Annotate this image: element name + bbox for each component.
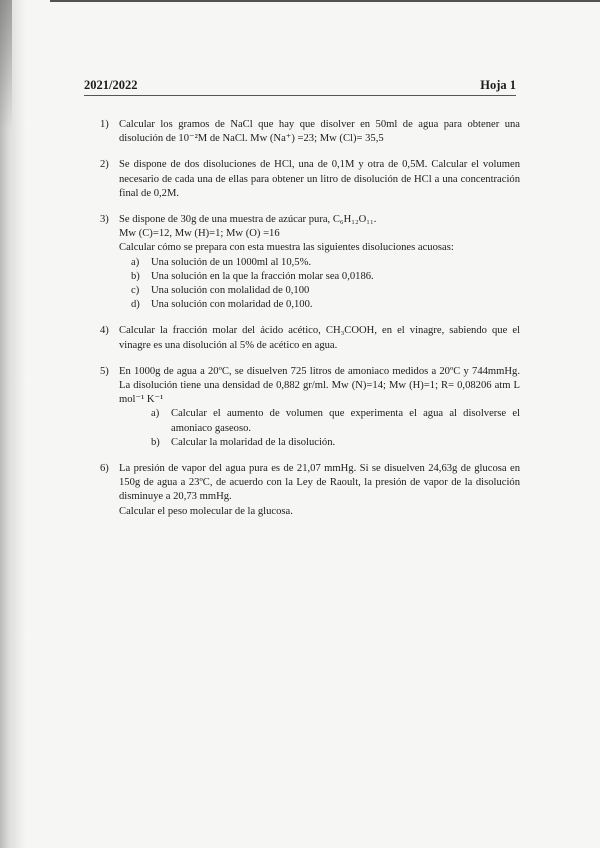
- problem-number: 4): [100, 325, 109, 337]
- sub-item-letter: c): [131, 285, 140, 297]
- sub-item-letter: b): [151, 436, 160, 448]
- scan-corner-shadow: [0, 0, 12, 130]
- header-divider: [84, 95, 516, 96]
- problem-text: Se dispone de dos disoluciones de HCl, una de 0,1M y otra de 0,5M. Calcular el volumen necesario de cada una de ellas para obtener un litro de disolución de HCl a una concentración final de 0,2M.: [119, 159, 520, 199]
- sub-item-text: Una solución en la que la fracción molar sea 0,0186.: [151, 270, 374, 282]
- sub-item: [131, 256, 520, 270]
- problem-text: Calcular la fracción molar del ácido acético, CH₃COOH, en el vinagre, sabiendo que el vinagre es una disolución al 5% de acético en agua.: [119, 325, 520, 351]
- scan-top-edge: [50, 0, 600, 2]
- sub-item-letter: d): [131, 299, 140, 311]
- problem-list: [100, 118, 520, 531]
- problem-number: 2): [100, 159, 109, 171]
- sub-item: [151, 436, 520, 450]
- problem-question: Calcular el peso molecular de la glucosa.: [119, 505, 293, 517]
- problem-2: [100, 158, 520, 201]
- problem-1: [100, 118, 520, 146]
- sub-item-letter: a): [151, 408, 160, 420]
- problem-4: [100, 324, 520, 352]
- problem-text: Se dispone de 30g de una muestra de azúcar pura, C₆H₁₂O₁₁.: [119, 214, 377, 226]
- sheet-number: Hoja 1: [480, 78, 516, 92]
- problem-number: 3): [100, 214, 109, 226]
- problem-text: La presión de vapor del agua pura es de 21,07 mmHg. Si se disuelven 24,63g de glucosa en 150g de agua a 23ºC, de acuerdo con la Ley de Raoult, la presión de vapor de la disolución disminuye a 20,73 mmHg.: [119, 463, 520, 503]
- sub-item-text: Calcular la molaridad de la disolución.: [171, 436, 336, 448]
- sub-item-letter: a): [131, 256, 140, 268]
- sub-item: [131, 298, 520, 312]
- academic-year: 2021/2022: [84, 78, 138, 92]
- problem-number: 6): [100, 463, 109, 475]
- sub-item-text: Una solución de un 1000ml al 10,5%.: [151, 256, 312, 268]
- sub-item-text: Calcular el aumento de volumen que experimenta el agua al disolverse el amoniaco gaseoso.: [171, 408, 520, 434]
- sub-item: [131, 284, 520, 298]
- sub-item-text: Una solución con molaridad de 0,100.: [151, 299, 313, 311]
- problem-3: [100, 213, 520, 312]
- sub-item: [151, 407, 520, 435]
- problem-instruction: Calcular cómo se prepara con esta muestra las siguientes disoluciones acuosas:: [119, 242, 454, 254]
- sub-item-text: Una solución con molalidad de 0,100: [151, 285, 310, 297]
- problem-text: En 1000g de agua a 20ºC, se disuelven 725 litros de amoniaco medidos a 20ºC y 744mmHg. La disolución tiene una densidad de 0,882 gr/ml. Mw (N)=14; Mw (H)=1; R= 0,08206 atm L mol⁻¹ K⁻¹: [119, 365, 520, 406]
- sub-item-letter: b): [131, 270, 140, 282]
- problem-text: Calcular los gramos de NaCl que hay que disolver en 50ml de agua para obtener una disolución de 10⁻²M de NaCl. Mw (Na⁺) =23; Mw (Cl)= 35,5: [119, 119, 520, 145]
- sub-item: [131, 270, 520, 284]
- problem-number: 5): [100, 365, 109, 377]
- problem-6: [100, 462, 520, 519]
- problem-5: [100, 365, 520, 450]
- problem-number: 1): [100, 119, 109, 130]
- page-header: [84, 78, 516, 96]
- molar-masses: Mw (C)=12, Mw (H)=1; Mw (O) =16: [119, 228, 280, 240]
